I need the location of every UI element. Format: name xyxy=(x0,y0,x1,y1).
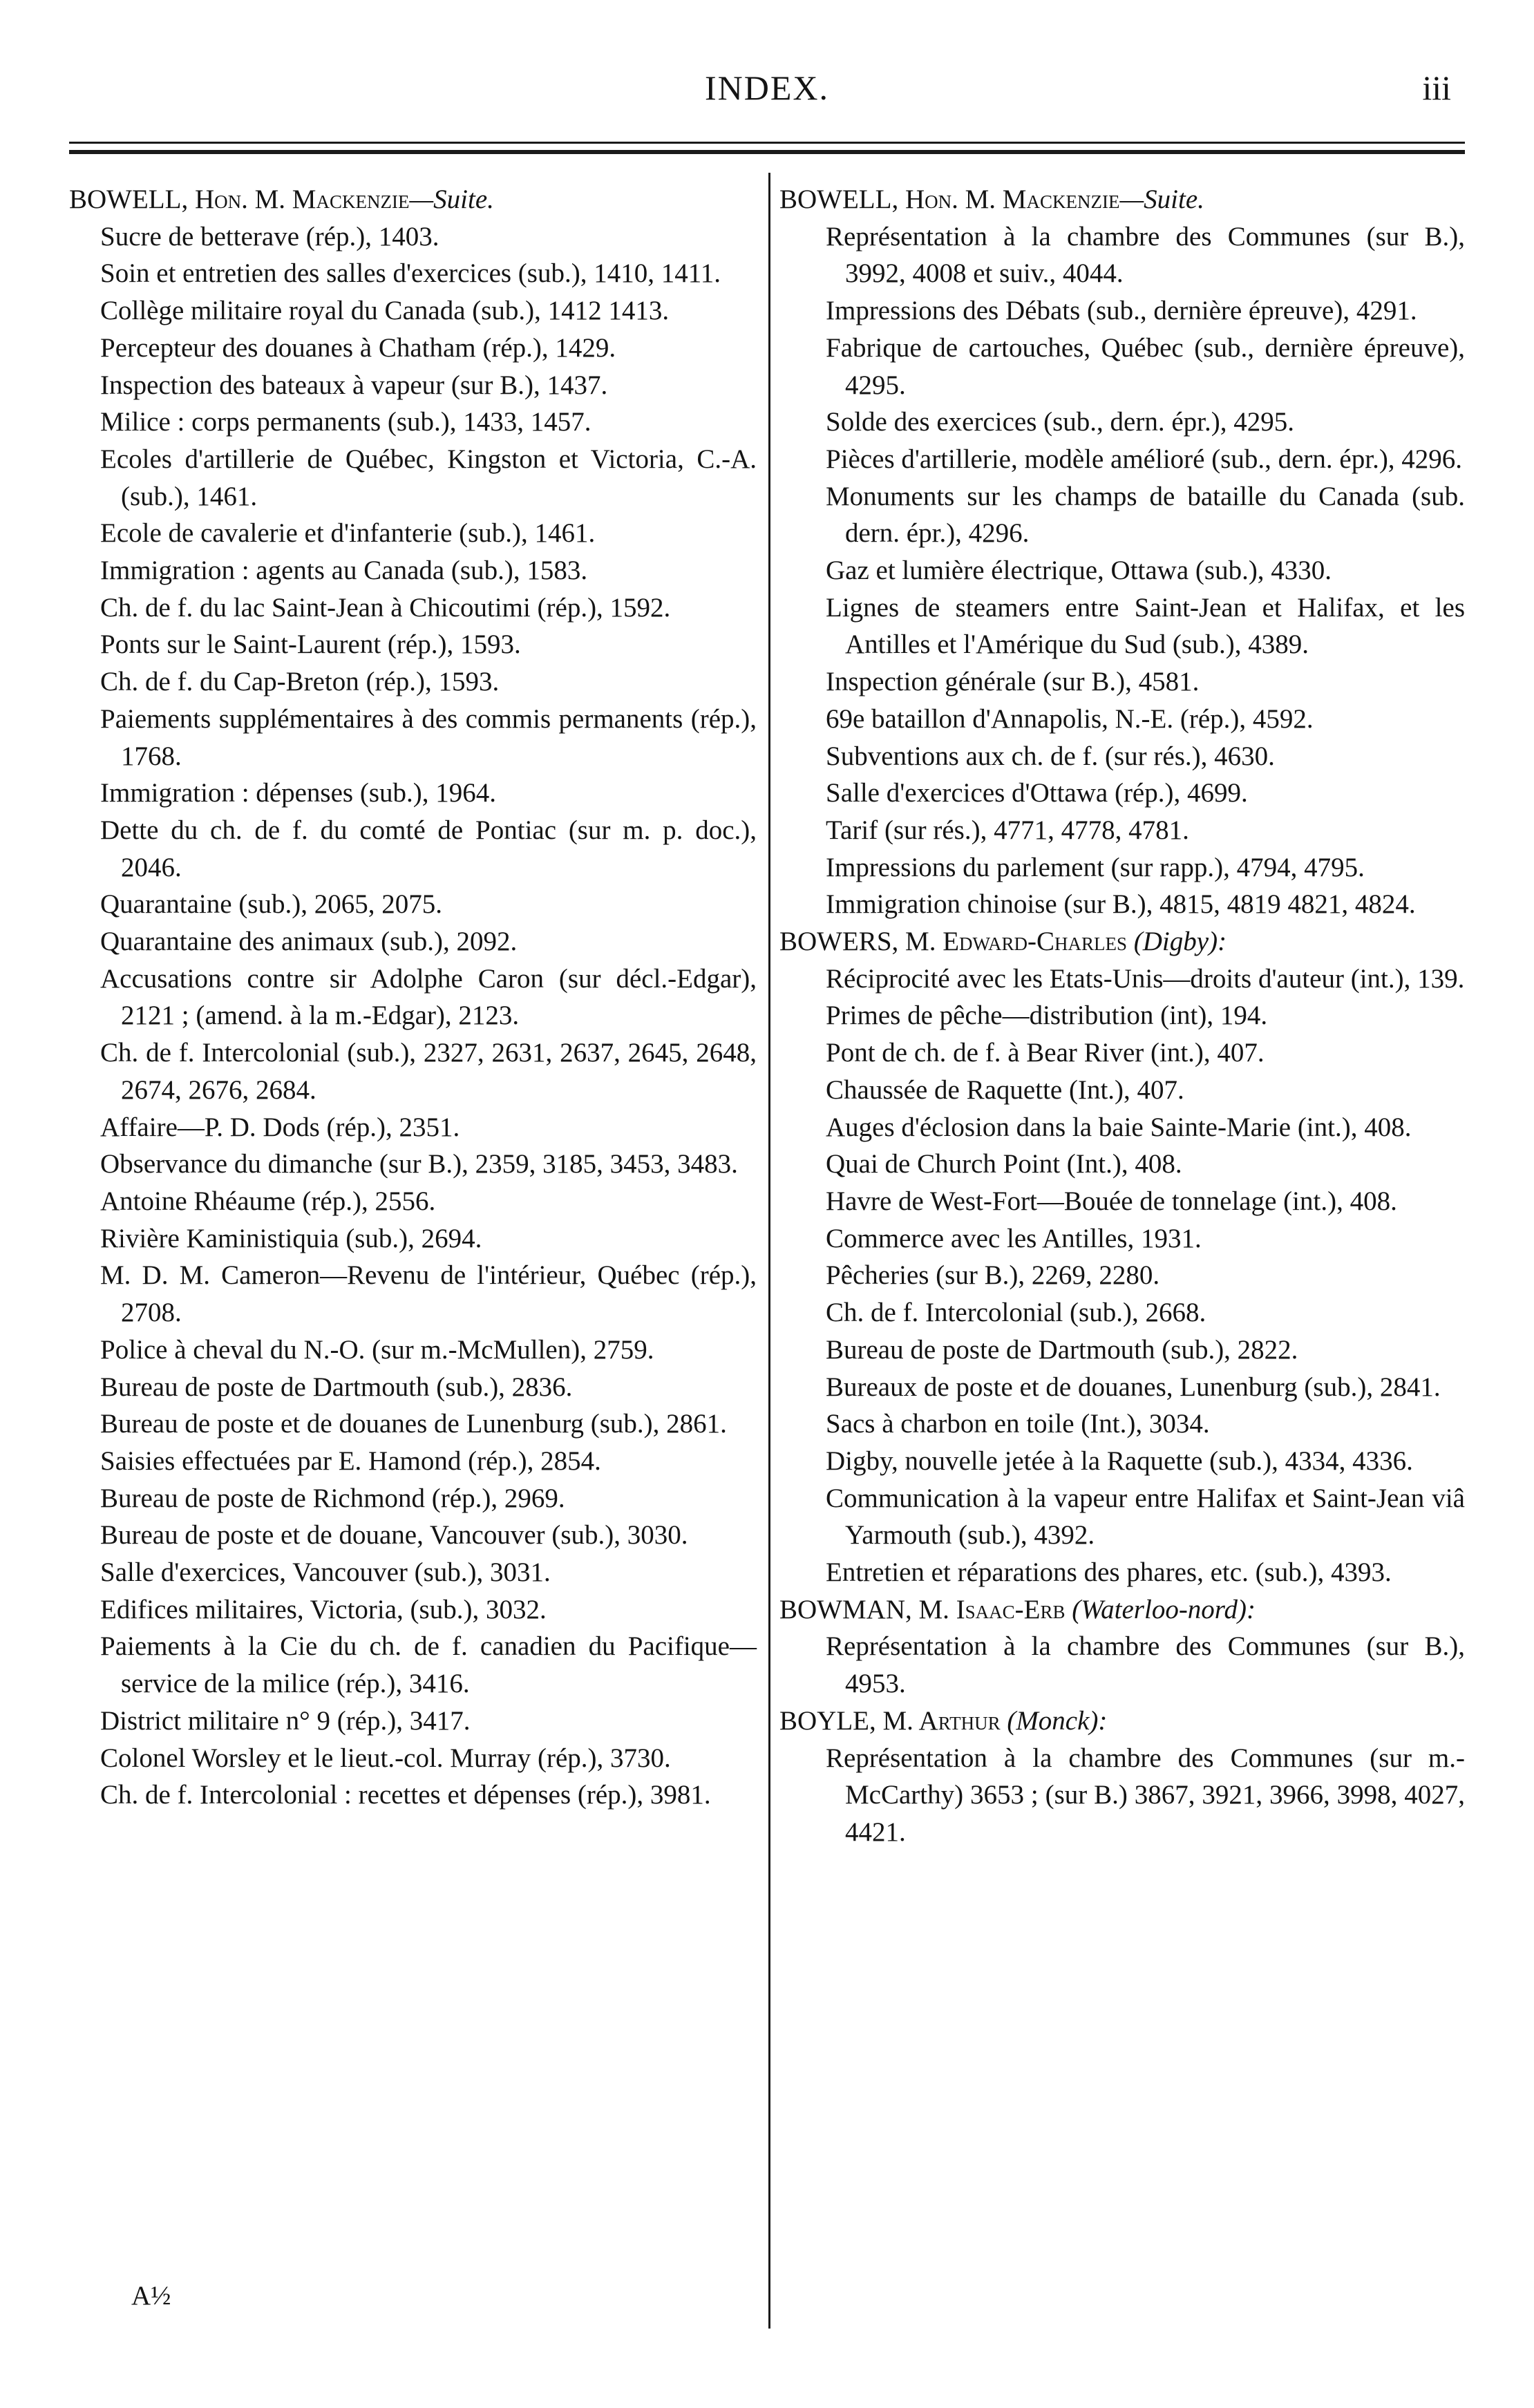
index-entry: Pêcheries (sur B.), 2269, 2280. xyxy=(826,1260,1160,1291)
index-entry: Représentation à la chambre des Communes (sur B.), 3992, 4008 et suiv., 4044. xyxy=(826,221,1465,289)
header-rule-thick xyxy=(69,150,1465,154)
index-entry: Affaire—P. D. Dods (rép.), 2351. xyxy=(100,1112,460,1142)
bowell-entry-list xyxy=(779,218,1465,923)
index-entry: Gaz et lumière électrique, Ottawa (sub.), 4330. xyxy=(826,556,1332,586)
index-entry: Ch. de f. du Cap-Breton (rép.), 1593. xyxy=(100,667,500,697)
index-entry: Ponts sur le Saint-Laurent (rép.), 1593. xyxy=(100,629,521,660)
person-name: BOWELL xyxy=(779,184,892,214)
index-entry: Rivière Kaministiquia (sub.), 2694. xyxy=(100,1223,482,1253)
index-entry: Accusations contre sir Adolphe Caron (sur décl.-Edgar), 2121 ; (amend. à la m.-Edgar), 2123. xyxy=(100,963,757,1031)
column-divider xyxy=(768,173,770,2329)
index-entry: Monuments sur les champs de bataille du Canada (sub. dern. épr.), 4296. xyxy=(826,481,1465,549)
entry-heading-bowell: BOWELL, Hon. M. Mackenzie—Suite. xyxy=(779,184,1204,214)
person-name: BOYLE xyxy=(779,1705,869,1736)
index-entry: Impressions des Débats (sub., dernière épreuve), 4291. xyxy=(826,296,1417,326)
bowman-entry-list xyxy=(779,1628,1465,1702)
entry-heading-bowman: BOWMAN, M. Isaac-Erb (Waterloo-nord): xyxy=(779,1594,1256,1624)
left-column xyxy=(69,181,757,1814)
person-title: M. Arthur xyxy=(882,1705,1001,1736)
index-entry: Entretien et réparations des phares, etc. (sub.), 4393. xyxy=(826,1557,1392,1588)
index-entry: Pont de ch. de f. à Bear River (int.), 407. xyxy=(826,1038,1265,1068)
index-entry: Salle d'exercices, Vancouver (sub.), 3031. xyxy=(100,1557,551,1588)
index-entry: Bureau de poste et de douane, Vancouver (sub.), 3030. xyxy=(100,1520,688,1551)
index-entry: Paiements supplémentaires à des commis permanents (rép.), 1768. xyxy=(100,703,757,771)
index-entry: Dette du ch. de f. du comté de Pontiac (sur m. p. doc.), 2046. xyxy=(100,815,757,882)
person-name: BOWERS xyxy=(779,927,892,957)
heading-suffix: —Suite. xyxy=(409,184,494,214)
person-name: BOWMAN xyxy=(779,1594,905,1624)
index-entry: Observance du dimanche (sur B.), 2359, 3185, 3453, 3483. xyxy=(100,1149,738,1179)
signature-mark: A½ xyxy=(131,2281,171,2311)
index-entry: Primes de pêche—distribution (int), 194. xyxy=(826,1001,1268,1031)
index-entry: Sucre de betterave (rép.), 1403. xyxy=(100,221,439,252)
index-entry: Antoine Rhéaume (rép.), 2556. xyxy=(100,1186,436,1216)
index-entry: Pièces d'artillerie, modèle amélioré (sub., dern. épr.), 4296. xyxy=(826,444,1463,474)
person-title: M. Isaac-Erb xyxy=(918,1594,1066,1624)
index-entry: Saisies effectuées par E. Hamond (rép.), 2854. xyxy=(100,1445,601,1476)
index-entry: Immigration : dépenses (sub.), 1964. xyxy=(100,778,496,808)
boyle-entry-list xyxy=(779,1740,1465,1851)
index-entry: Inspection générale (sur B.), 4581. xyxy=(826,667,1200,697)
index-entry: Colonel Worsley et le lieut.-col. Murray (rép.), 3730. xyxy=(100,1743,671,1773)
index-entry: Lignes de steamers entre Saint-Jean et Halifax, et les Antilles et l'Amérique du Sud (sub.), 4389. xyxy=(826,592,1465,660)
index-entry: Percepteur des douanes à Chatham (rép.), 1429. xyxy=(100,332,616,363)
person-title: Hon. M. Mackenzie xyxy=(194,184,410,214)
index-entry: Digby, nouvelle jetée à la Raquette (sub.), 4334, 4336. xyxy=(826,1445,1413,1476)
index-entry: Ch. de f. Intercolonial (sub.), 2327, 2631, 2637, 2645, 2648, 2674, 2676, 2684. xyxy=(100,1038,757,1105)
header-rule-thin xyxy=(69,142,1465,144)
index-entry: Bureau de poste de Dartmouth (sub.), 2836. xyxy=(100,1372,573,1402)
index-entry: Quai de Church Point (Int.), 408. xyxy=(826,1149,1182,1179)
index-entry: Police à cheval du N.-O. (sur m.-McMullen), 2759. xyxy=(100,1334,654,1365)
index-entry: Tarif (sur rés.), 4771, 4778, 4781. xyxy=(826,815,1189,845)
entry-heading-bowers: BOWERS, M. Edward-Charles (Digby): xyxy=(779,927,1227,957)
index-entry: Commerce avec les Antilles, 1931. xyxy=(826,1223,1202,1253)
entry-heading-bowell: BOWELL, Hon. M. Mackenzie—Suite. xyxy=(69,184,494,214)
index-entry: Ecole de cavalerie et d'infanterie (sub.), 1461. xyxy=(100,518,596,549)
page-number: iii xyxy=(1422,68,1451,107)
index-entry: Soin et entretien des salles d'exercices (sub.), 1410, 1411. xyxy=(100,258,721,289)
index-entry: Salle d'exercices d'Ottawa (rép.), 4699. xyxy=(826,778,1248,808)
index-entry: Immigration chinoise (sur B.), 4815, 4819 4821, 4824. xyxy=(826,889,1416,920)
index-entry: Représentation à la chambre des Communes (sur B.), 4953. xyxy=(826,1631,1465,1699)
bowers-entry-list xyxy=(779,960,1465,1591)
index-entry: Ecoles d'artillerie de Québec, Kingston et Victoria, C.-A. (sub.), 1461. xyxy=(100,444,757,511)
index-entry: Sacs à charbon en toile (Int.), 3034. xyxy=(826,1409,1210,1439)
index-entry: Paiements à la Cie du ch. de f. canadien du Pacifique—service de la milice (rép.), 3416. xyxy=(100,1631,757,1699)
index-entry: Chaussée de Raquette (Int.), 407. xyxy=(826,1074,1184,1105)
index-entry: Ch. de f. Intercolonial : recettes et dépenses (rép.), 3981. xyxy=(100,1780,711,1810)
index-entry: Auges d'éclosion dans la baie Sainte-Marie (int.), 408. xyxy=(826,1112,1412,1142)
index-entry: 69e bataillon d'Annapolis, N.-E. (rép.), 4592. xyxy=(826,703,1314,734)
index-entry: Ch. de f. du lac Saint-Jean à Chicoutimi (rép.), 1592. xyxy=(100,592,671,623)
index-entry: Havre de West-Fort—Bouée de tonnelage (int.), 408. xyxy=(826,1186,1397,1216)
page-header xyxy=(0,62,1534,117)
person-title: M. Edward-Charles xyxy=(905,927,1128,957)
entry-heading-boyle: BOYLE, M. Arthur (Monck): xyxy=(779,1705,1108,1736)
page-title: INDEX. xyxy=(704,68,830,107)
index-entry: Subventions aux ch. de f. (sur rés.), 4630. xyxy=(826,741,1275,771)
index-entry: Représentation à la chambre des Communes (sur m.-McCarthy) 3653 ; (sur B.) 3867, 3921, 3966, 3998, 4027, 4421. xyxy=(826,1743,1465,1847)
index-entry: Collège militaire royal du Canada (sub.), 1412 1413. xyxy=(100,296,670,326)
index-entry: Edifices militaires, Victoria, (sub.), 3032. xyxy=(100,1594,547,1624)
index-entry: Bureaux de poste et de douanes, Lunenburg (sub.), 2841. xyxy=(826,1372,1441,1402)
index-entry: Fabrique de cartouches, Québec (sub., dernière épreuve), 4295. xyxy=(826,332,1465,400)
index-entry: M. D. M. Cameron—Revenu de l'intérieur, Québec (rép.), 2708. xyxy=(100,1260,757,1328)
riding-name: (Waterloo-nord): xyxy=(1072,1594,1256,1624)
index-entry: Impressions du parlement (sur rapp.), 4794, 4795. xyxy=(826,852,1365,882)
index-entry: Inspection des bateaux à vapeur (sur B.), 1437. xyxy=(100,370,608,400)
left-entry-list xyxy=(69,218,757,1814)
index-entry: Bureau de poste de Richmond (rép.), 2969. xyxy=(100,1483,565,1513)
index-entry: Bureau de poste de Dartmouth (sub.), 2822. xyxy=(826,1334,1298,1365)
index-entry: Communication à la vapeur entre Halifax et Saint-Jean viâ Yarmouth (sub.), 4392. xyxy=(826,1483,1465,1551)
index-entry: Immigration : agents au Canada (sub.), 1583. xyxy=(100,556,588,586)
index-entry: Quarantaine des animaux (sub.), 2092. xyxy=(100,927,518,957)
index-entry: Quarantaine (sub.), 2065, 2075. xyxy=(100,889,442,920)
riding-name: (Monck): xyxy=(1007,1705,1108,1736)
index-entry: Solde des exercices (sub., dern. épr.), 4295. xyxy=(826,407,1294,437)
person-title: Hon. M. Mackenzie xyxy=(905,184,1120,214)
right-column xyxy=(779,181,1465,1851)
riding-name: (Digby): xyxy=(1133,927,1227,957)
heading-suffix: —Suite. xyxy=(1119,184,1204,214)
index-entry: Bureau de poste et de douanes de Lunenburg (sub.), 2861. xyxy=(100,1409,727,1439)
index-entry: Ch. de f. Intercolonial (sub.), 2668. xyxy=(826,1298,1206,1328)
index-entry: District militaire n° 9 (rép.), 3417. xyxy=(100,1705,471,1736)
index-entry: Réciprocité avec les Etats-Unis—droits d'auteur (int.), 139. xyxy=(826,963,1465,994)
index-entry: Milice : corps permanents (sub.), 1433, 1457. xyxy=(100,407,591,437)
person-name: BOWELL xyxy=(69,184,182,214)
